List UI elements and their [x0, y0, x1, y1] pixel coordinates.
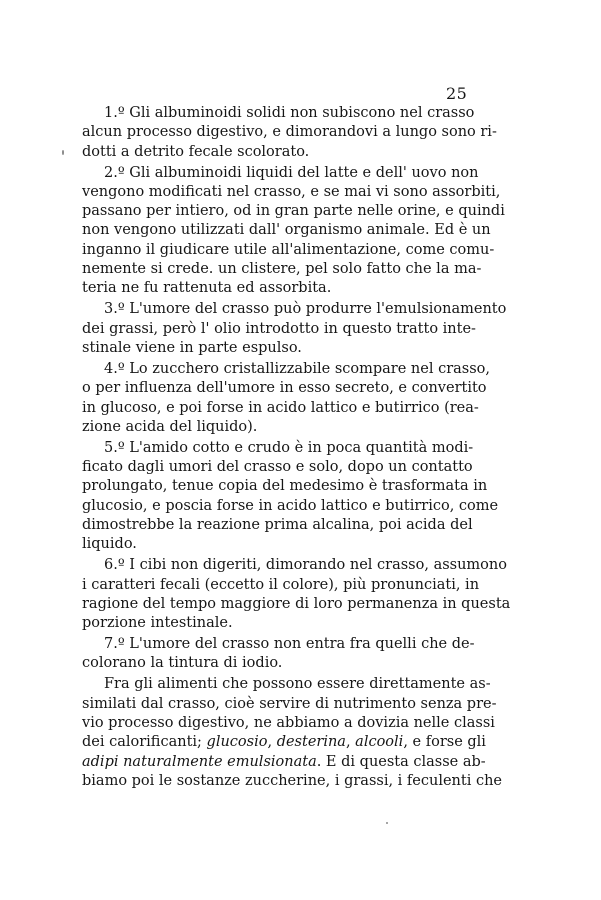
text-line: 7.º L'umore del crasso non entra fra quelli che de-	[104, 636, 475, 653]
text-line: passano per intiero, od in gran parte nelle orine, e quindi	[82, 203, 505, 220]
text-line: teria ne fu rattenuta ed assorbita.	[82, 280, 332, 297]
text-line: ragione del tempo maggiore di loro permanenza in questa	[82, 595, 511, 612]
text-line: dei grassi, però l' olio introdotto in questo tratto inte-	[82, 320, 476, 337]
text-line: zione acida del liquido).	[82, 418, 258, 435]
text-line: 4.º Lo zucchero cristallizzabile scompare nel crasso,	[104, 360, 490, 377]
text-line: 3.º L'umore del crasso può produrre l'emulsionamento	[104, 301, 507, 318]
text-line: nemente si crede. un clistere, pel solo fatto che la ma-	[82, 261, 482, 278]
text-line: stinale viene in parte espulso.	[82, 339, 302, 356]
text-line: 1.º Gli albuminoidi solidi non subiscono nel crasso	[104, 105, 475, 121]
italic-term: adipi naturalmente emulsionata	[82, 753, 317, 770]
text-line: 6.º I cibi non digeriti, dimorando nel crasso, assumono	[104, 557, 507, 574]
text-line: 5.º L'amido cotto e crudo è in poca quantità modi-	[104, 439, 474, 456]
text-line: liquido.	[82, 536, 137, 553]
text-line: porzione intestinale.	[82, 615, 233, 632]
text-line: in glucoso, e poi forse in acido lattico e butirrico (rea-	[82, 399, 479, 416]
text-line: similati dal crasso, cioè servire di nutrimento senza pre-	[82, 695, 497, 712]
text-line: dei calorificanti; glucosio, desterina, alcooli, e forse gli	[82, 734, 486, 751]
italic-term: glucosio	[206, 734, 268, 751]
text-line: Fra gli alimenti che possono essere direttamente as-	[104, 676, 491, 693]
text-line: alcun processo digestivo, e dimorandovi a lungo sono ri-	[82, 124, 497, 141]
text-line: non vengono utilizzati dall' organismo animale. Ed è un	[82, 222, 491, 239]
text-line: 2.º Gli albuminoidi liquidi del latte e dell' uovo non	[104, 164, 479, 181]
text-line: dotti a detrito fecale scolorato.	[82, 143, 310, 160]
text-line: vio processo digestivo, ne abbiamo a dovizia nelle classi	[82, 715, 495, 732]
text-line: prolungato, tenue copia del medesimo è trasformata in	[82, 478, 488, 495]
paper-speck	[62, 150, 64, 155]
page-number: 25	[446, 84, 468, 103]
italic-term: alcooli	[355, 734, 404, 751]
text-line: i caratteri fecali (eccetto il colore), più pronunciati, in	[82, 576, 480, 593]
text-line: dimostrebbe la reazione prima alcalina, poi acida del	[82, 516, 473, 533]
text-line: adipi naturalmente emulsionata. E di questa classe ab-	[82, 753, 486, 770]
text-line: glucosio, e poscia forse in acido lattico e butirrico, come	[82, 497, 499, 514]
text-line: ficato dagli umori del crasso e solo, dopo un contatto	[82, 459, 473, 476]
italic-term: desterina	[276, 734, 346, 751]
text-line: colorano la tintura di iodio.	[82, 655, 283, 672]
body-text	[82, 104, 511, 791]
text-line: o per influenza dell'umore in esso secreto, e convertito	[82, 380, 487, 397]
text-line: inganno il giudicare utile all'alimentazione, come comu-	[82, 241, 495, 258]
text-line: vengono modificati nel crasso, e se mai vi sono assorbiti,	[82, 183, 501, 200]
text-line: biamo poi le sostanze zuccherine, i grassi, i feculenti che	[82, 772, 503, 789]
paper-speck	[386, 822, 388, 824]
